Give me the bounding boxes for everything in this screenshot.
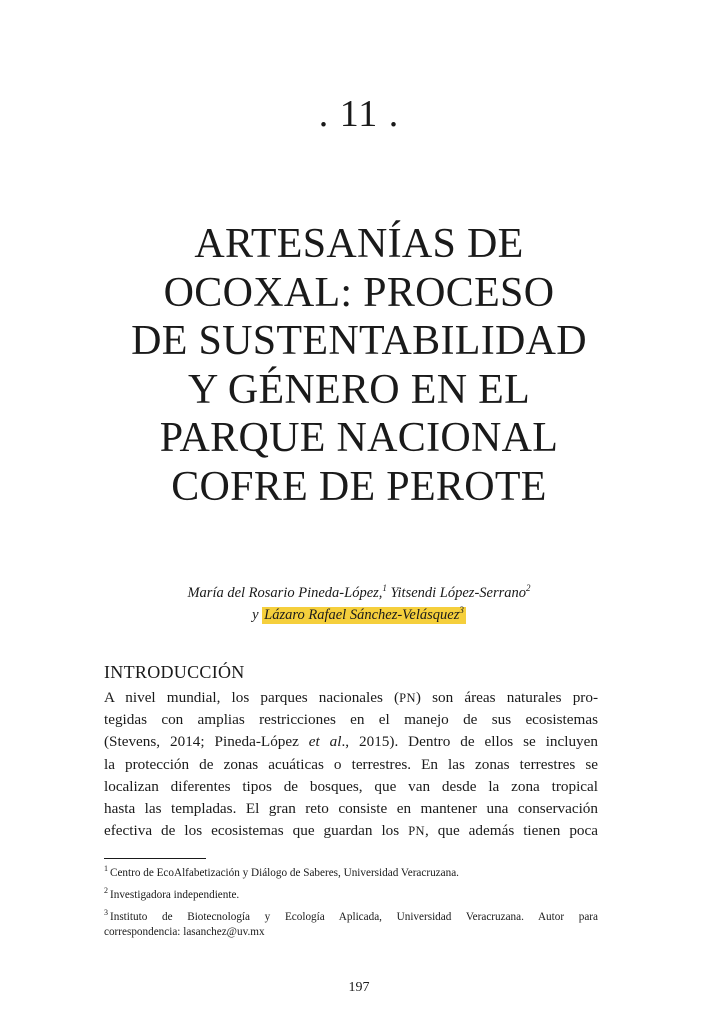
chapter-title-line-6: COFRE DE PEROTE — [171, 463, 547, 510]
section-heading: INTRODUCCIÓN — [104, 662, 245, 682]
body-line-7-text-b: , que además tienen poca — [424, 822, 598, 840]
footnotes — [104, 866, 598, 947]
footnote-1-mark: 1 — [104, 864, 108, 874]
body-paragraph — [104, 687, 598, 842]
footnote-1 — [104, 866, 598, 881]
footnote-divider — [104, 858, 206, 859]
footnote-2-line — [104, 888, 598, 903]
footnote-3 — [104, 910, 598, 940]
chapter-title-line-4: Y GÉNERO EN EL — [187, 366, 531, 413]
body-line-6: hasta las templadas. El gran reto consiste en mantener una conservación — [104, 800, 598, 818]
chapter-title — [60, 220, 658, 511]
author-1: María del Rosario Pineda-López, — [187, 585, 383, 601]
footnote-3-mark: 3 — [104, 908, 108, 918]
author-3: Lázaro Rafael Sánchez-Velásquez — [264, 607, 460, 623]
author-line-1 — [80, 582, 638, 604]
footnote-2-text: Investigadora independiente. — [110, 889, 240, 901]
chapter-title-line-5: PARQUE NACIONAL — [159, 415, 559, 461]
body-line-4: la protección de zonas acuáticas o terrestres. En las zonas terrestres se — [104, 755, 598, 773]
footnote-2 — [104, 888, 598, 903]
body-line-5: localizan diferentes tipos de bosques, que van desde la zona tropical — [104, 777, 598, 795]
body-line-3-text-a: (Stevens, 2014; Pineda-López — [104, 733, 309, 751]
footnote-3-line-1 — [104, 910, 598, 925]
body-line-3 — [104, 731, 598, 753]
author-line-2 — [80, 604, 638, 626]
body-line-7-text-a: efectiva de los ecosistemas que guardan los — [104, 822, 409, 840]
author-list — [80, 582, 638, 626]
author-3-note: 3 — [459, 605, 464, 616]
body-line-7 — [104, 820, 598, 842]
author-1-note: 1 — [382, 583, 387, 594]
footnote-2-mark: 2 — [104, 886, 108, 896]
chapter-number: . 11 . — [318, 93, 400, 135]
footnote-1-line — [104, 866, 598, 881]
et-al: et al — [308, 733, 342, 751]
author-2-note: 2 — [526, 583, 531, 594]
body-line-1-text-b: ) son áreas naturales pro- — [415, 689, 598, 706]
chapter-title-line-1: ARTESANÍAS DE — [194, 221, 524, 267]
footnote-3-line-2: correspondencia: lasanchez@uv.mx — [104, 926, 265, 938]
pn-abbreviation: PN — [399, 691, 416, 705]
chapter-title-line-3: DE SUSTENTABILIDAD — [131, 318, 587, 364]
page-number: 197 — [348, 980, 370, 995]
footnote-1-text: Centro de EcoAlfabetización y Diálogo de Saberes, Universidad Veracruzana. — [110, 867, 459, 879]
body-line-1 — [104, 687, 598, 709]
author-2: Yitsendi López-Serrano — [386, 585, 527, 601]
footnote-3-text-1: Instituto de Biotecnología y Ecología Aplicada, Universidad Veracruzana. Autor para — [110, 911, 598, 923]
body-line-3-text-b: ., 2015). Dentro de ellos se incluyen — [341, 733, 598, 751]
body-line-1-text-a: A nivel mundial, los parques nacionales ( — [104, 689, 400, 706]
body-line-2: tegidas con amplias restricciones en el manejo de sus ecosistemas — [104, 711, 598, 729]
pn-abbreviation: PN — [408, 824, 425, 839]
author-conjunction: y — [252, 607, 263, 623]
author-3-highlighted[interactable] — [262, 607, 466, 624]
chapter-title-line-2: OCOXAL: PROCESO — [163, 269, 555, 316]
